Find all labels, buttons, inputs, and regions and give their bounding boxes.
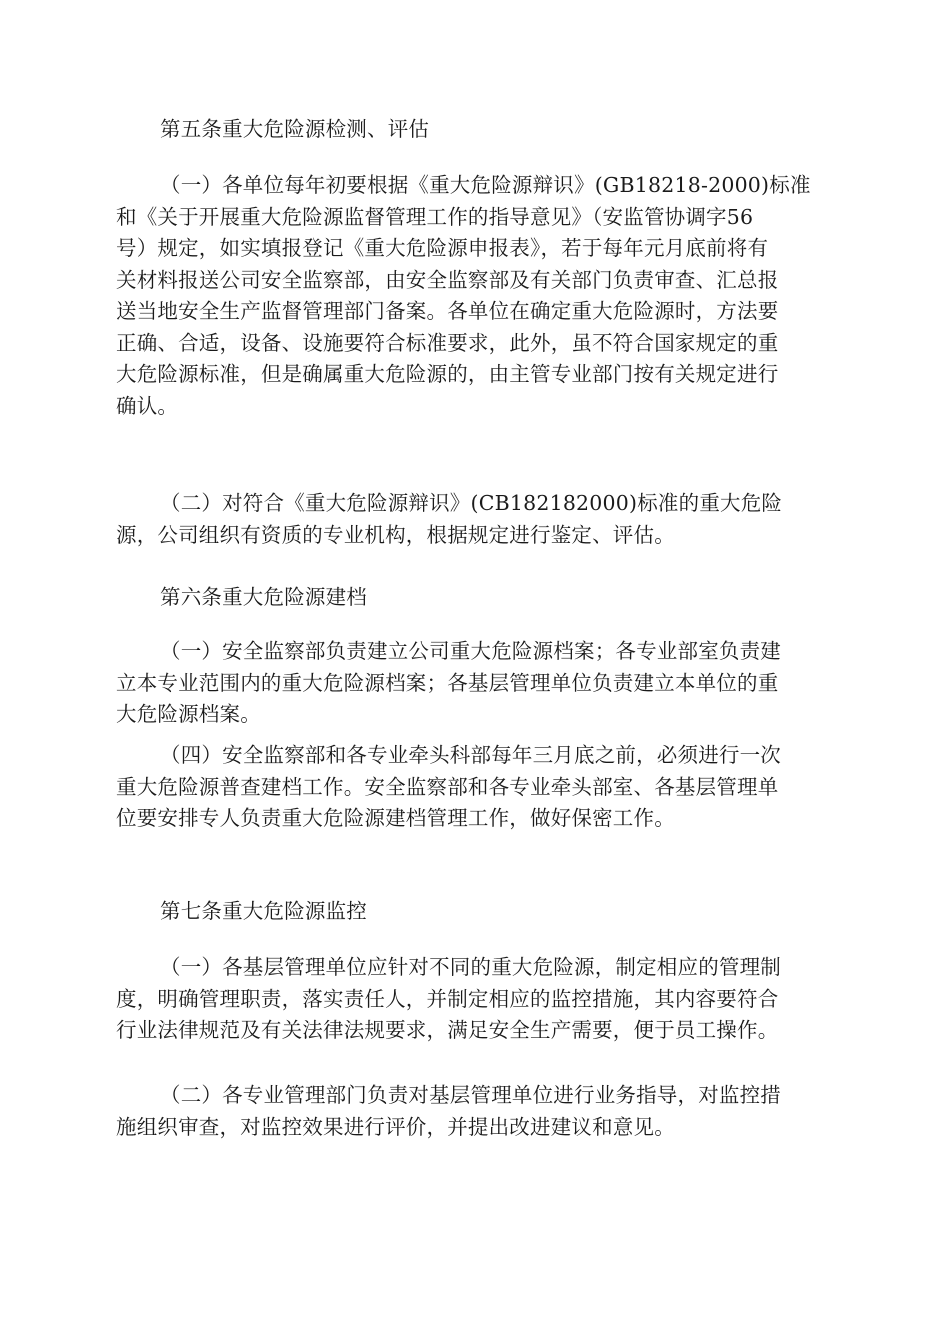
paragraph-line: 和《关于开展重大危险源监督管理工作的指导意见》（安监管协调字56 — [116, 204, 754, 229]
paragraph-line: （一）安全监察部负责建立公司重大危险源档案；各专业部室负责建 — [160, 639, 781, 663]
paragraph-line: 正确、合适，设备、设施要符合标准要求，此外，虽不符合国家规定的重 — [116, 330, 779, 355]
article-7-paragraph-1 — [116, 952, 836, 1047]
article-7-paragraph-2 — [116, 1080, 836, 1143]
article-5-paragraph-1 — [116, 170, 836, 422]
paragraph-line: 送当地安全生产监督管理部门备案。各单位在确定重大危险源时，方法要 — [116, 299, 779, 323]
paragraph-line: 关材料报送公司安全监察部，由安全监察部及有关部门负责审查、汇总报 — [116, 267, 779, 292]
paragraph-line: （一）各单位每年初要根据《重大危险源辩识》(GB18218-2000)标准 — [160, 173, 811, 197]
article-6-paragraph-4 — [116, 740, 836, 835]
paragraph-line: 重大危险源普查建档工作。安全监察部和各专业牵头部室、各基层管理单 — [116, 774, 779, 799]
paragraph-line: （二）各专业管理部门负责对基层管理单位进行业务指导，对监控措 — [160, 1083, 781, 1107]
paragraph-line: 位要安排专人负责重大危险源建档管理工作，做好保密工作。 — [116, 806, 675, 830]
paragraph-line: 行业法律规范及有关法律法规要求，满足安全生产需要，便于员工操作。 — [116, 1018, 779, 1042]
paragraph-line: 大危险源标准，但是确属重大危险源的，由主管专业部门按有关规定进行 — [116, 362, 779, 386]
paragraph-line: 施组织审查，对监控效果进行评价，并提出改进建议和意见。 — [116, 1114, 675, 1139]
heading-line: 第五条重大危险源检测、评估 — [160, 117, 430, 141]
article-6-heading — [116, 582, 836, 614]
paragraph-line: 号）规定，如实填报登记《重大危险源申报表》，若于每年元月底前将有 — [116, 236, 769, 260]
heading-line: 第六条重大危险源建档 — [160, 585, 367, 609]
article-5-paragraph-2 — [116, 488, 836, 551]
heading-line: 第七条重大危险源监控 — [160, 899, 367, 923]
paragraph-line: （一）各基层管理单位应针对不同的重大危险源，制定相应的管理制 — [160, 955, 781, 979]
paragraph-line: 大危险源档案。 — [116, 702, 261, 726]
paragraph-line: （四）安全监察部和各专业牵头科部每年三月底之前，必须进行一次 — [160, 743, 781, 767]
article-5-heading — [116, 114, 836, 146]
paragraph-line: 度，明确管理职责，落实责任人，并制定相应的监控措施，其内容要符合 — [116, 986, 779, 1011]
article-7-heading — [116, 896, 836, 928]
paragraph-line: （二）对符合《重大危险源辩识》(CB182182000)标准的重大危险 — [160, 491, 783, 515]
article-6-paragraph-1 — [116, 636, 836, 731]
paragraph-line: 确认。 — [116, 393, 179, 418]
paragraph-line: 源，公司组织有资质的专业机构，根据规定进行鉴定、评估。 — [116, 522, 675, 547]
paragraph-line: 立本专业范围内的重大危险源档案；各基层管理单位负责建立本单位的重 — [116, 670, 779, 695]
